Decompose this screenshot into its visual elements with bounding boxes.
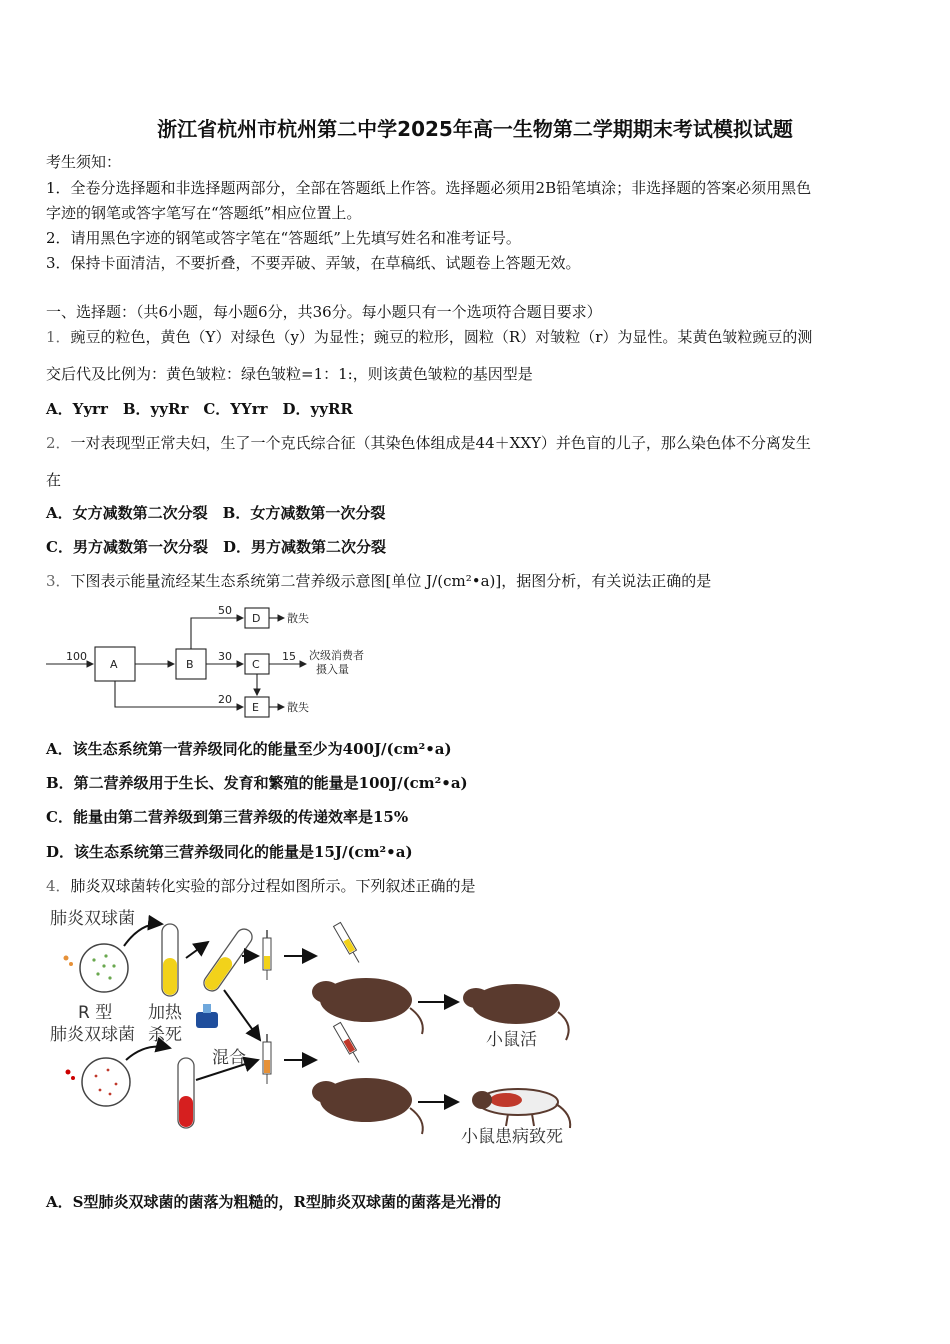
transformation-figure — [46, 900, 591, 1162]
mouse-2 — [312, 1078, 423, 1134]
section-heading: 一、选择题：（共6小题，每小题6分，共36分。每小题只有一个选项符合题目要求） — [46, 303, 602, 321]
q3-text — [46, 571, 711, 591]
label-s-bacteria: 肺炎双球菌 — [50, 909, 135, 929]
q4-text — [46, 876, 476, 896]
heater — [196, 1004, 218, 1028]
q1-stem-2: 交后代及比例为：黄色皱粒：绿色皱粒=1：1:，则该黄色皱粒的基因型是 — [46, 365, 533, 383]
label-r-bacteria: 肺炎双球菌 — [50, 1025, 135, 1045]
q3-option-b: B．第二营养级用于生长、发育和繁殖的能量是100J/(cm²•a) — [46, 774, 468, 792]
q1-text — [46, 327, 812, 347]
syringe-inject-1 — [334, 922, 363, 964]
label-loss-1: 散失 — [287, 612, 309, 625]
q1-options: A．Yyrr B．yyRr C．YYrr D．yyRR — [46, 400, 353, 418]
q2-options-1: A．女方减数第二次分裂 B．女方减数第一次分裂 — [46, 504, 386, 522]
label-50: 50 — [218, 604, 232, 617]
box-b: B — [186, 658, 194, 671]
q4-number: 4． — [46, 877, 71, 895]
label-30: 30 — [218, 650, 232, 663]
label-100: 100 — [66, 650, 87, 663]
notice-heading: 考生须知： — [46, 153, 122, 171]
label-mouse-dead: 小鼠患病致死 — [461, 1127, 563, 1147]
notice-item-3: 3．保持卡面清洁，不要折叠，不要弄破、弄皱，在草稿纸、试题卷上答题无效。 — [46, 254, 581, 272]
label-loss-2: 散失 — [287, 701, 309, 714]
box-c: C — [252, 658, 260, 671]
syringe-inject-2 — [334, 1022, 363, 1064]
label-next-1: 次级消费者 — [309, 649, 364, 662]
q4-stem: 肺炎双球菌转化实验的部分过程如图所示。下列叙述正确的是 — [70, 877, 476, 895]
q3-number: 3． — [46, 572, 71, 590]
q1-number: 1． — [46, 328, 71, 346]
mouse-dead — [472, 1089, 570, 1128]
tube-heated — [201, 926, 255, 994]
label-mix: 混合 — [212, 1048, 246, 1068]
box-e: E — [252, 701, 259, 714]
petri-dish-s — [64, 944, 129, 992]
q2-stem-1: 一对表现型正常夫妇，生了一个克氏综合征（其染色体组成是44＋XXY）并色盲的儿子，那么染色体不分离发生 — [70, 434, 811, 452]
label-kill: 杀死 — [148, 1025, 182, 1045]
label-15: 15 — [282, 650, 296, 663]
q3-option-a: A．该生态系统第一营养级同化的能量至少为400J/(cm²•a) — [46, 740, 452, 758]
q3-option-d: D．该生态系统第三营养级同化的能量是15J/(cm²•a) — [46, 843, 413, 861]
q1-stem-1: 豌豆的粒色，黄色（Y）对绿色（y）为显性；豌豆的粒形，圆粒（R）对皱粒（r）为显性。某黄色皱粒豌豆的测 — [70, 328, 813, 346]
notice-item-2: 2．请用黑色字迹的钢笔或答字笔在“答题纸”上先填写姓名和准考证号。 — [46, 229, 521, 247]
energy-flow-diagram — [46, 598, 386, 723]
mouse-1 — [312, 978, 423, 1034]
q3-stem: 下图表示能量流经某生态系统第二营养级示意图[单位 J/(cm²•a)]，据图分析，有关说法正确的是 — [70, 572, 712, 590]
label-next-2: 摄入量 — [316, 663, 349, 676]
syringe-mixed — [263, 1034, 271, 1084]
box-a: A — [110, 658, 118, 671]
q2-options-2: C．男方减数第一次分裂 D．男方减数第二次分裂 — [46, 538, 386, 556]
tube-r-culture — [178, 1058, 194, 1128]
label-20: 20 — [218, 693, 232, 706]
box-d: D — [252, 612, 261, 625]
notice-item-1-cont: 字迹的钢笔或答字笔写在“答题纸”相应位置上。 — [46, 204, 362, 222]
q3-option-c: C．能量由第二营养级到第三营养级的传递效率是15% — [46, 808, 409, 826]
syringe-top — [263, 930, 271, 980]
label-heat: 加热 — [148, 1003, 182, 1023]
tube-s-culture — [162, 924, 178, 996]
q2-text — [46, 433, 811, 453]
q2-number: 2． — [46, 434, 71, 452]
petri-dish-r — [66, 1058, 131, 1106]
label-mouse-alive: 小鼠活 — [486, 1030, 537, 1050]
notice-item-1: 1．全卷分选择题和非选择题两部分，全部在答题纸上作答。选择题必须用2B铅笔填涂；非选择题的答案必须用黑色 — [46, 179, 812, 197]
q2-stem-2: 在 — [46, 471, 62, 489]
page-title: 浙江省杭州市杭州第二中学2025年高一生物第二学期期末考试模拟试题 — [157, 117, 793, 141]
q4-option-a: A．S型肺炎双球菌的菌落为粗糙的，R型肺炎双球菌的菌落是光滑的 — [46, 1193, 501, 1211]
label-r-type: R 型 — [78, 1003, 113, 1023]
